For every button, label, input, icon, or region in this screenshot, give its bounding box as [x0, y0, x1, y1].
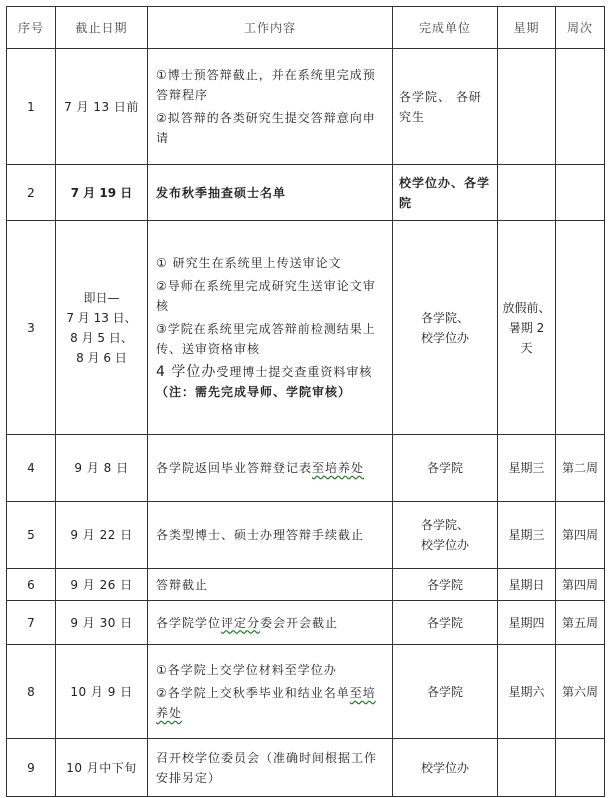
cell-no: 1 [7, 49, 56, 165]
table-row [7, 569, 605, 601]
cell-week [556, 739, 605, 797]
cell-unit: 校学位办 [393, 739, 498, 797]
cell-deadline: 9 月 22 日 [56, 502, 148, 569]
content-item-lead: 4 学位办 [156, 364, 217, 380]
cell-week [556, 221, 605, 435]
cell-deadline: 9 月 26 日 [56, 569, 148, 601]
cell-content [148, 569, 393, 601]
cell-no: 4 [7, 435, 56, 502]
cell-week [556, 49, 605, 165]
cell-deadline: 9 月 30 日 [56, 601, 148, 645]
cell-deadline: 10 月 9 日 [56, 645, 148, 739]
cell-deadline: 7 月 13 日前 [56, 49, 148, 165]
deadline-line: 7 月 13 日、 [66, 310, 137, 325]
cell-deadline: 9 月 8 日 [56, 435, 148, 502]
content-item: 各类型博士、硕士办理答辩手续截止 [156, 528, 365, 542]
unit-line: 校学位办 [420, 330, 469, 345]
content-item-flagged: 至培养处 [156, 686, 376, 720]
cell-content [148, 435, 393, 502]
header-content: 工作内容 [148, 7, 393, 49]
content-item: ①各学院上交学位材料至学位办 [156, 663, 337, 677]
cell-content [148, 601, 393, 645]
table-row [7, 165, 605, 221]
table-row [7, 601, 605, 645]
content-item-flagged: 评定分 [221, 615, 261, 630]
header-week: 周次 [556, 7, 605, 49]
content-item-text: 受理博士提交查重资料审核 [216, 365, 373, 379]
content-item [156, 683, 386, 723]
cell-no: 8 [7, 645, 56, 739]
cell-unit [393, 221, 498, 435]
cell-weekday: 星期三 [498, 435, 556, 502]
content-item: 发布秋季抽查硕士名单 [156, 185, 287, 200]
header-weekday: 星期 [498, 7, 556, 49]
content-item-text: ②各学院上交秋季毕业和结业名单 [156, 686, 350, 700]
table-row [7, 502, 605, 569]
cell-content [148, 221, 393, 435]
table-row [7, 49, 605, 165]
content-item-text: 各学院返回毕业答辩登记表 [156, 461, 313, 475]
cell-weekday: 星期日 [498, 569, 556, 601]
cell-weekday: 星期六 [498, 645, 556, 739]
cell-weekday [498, 49, 556, 165]
cell-week: 第六周 [556, 645, 605, 739]
cell-unit [393, 502, 498, 569]
header-deadline: 截止日期 [56, 7, 148, 49]
cell-no: 5 [7, 502, 56, 569]
cell-content [148, 739, 393, 797]
cell-week: 第五周 [556, 601, 605, 645]
cell-deadline: 7 月 19 日 [56, 165, 148, 221]
deadline-line: 即日— [83, 290, 120, 305]
cell-unit: 各学院 [393, 435, 498, 502]
content-item [156, 362, 386, 402]
unit-line: 校学位办 [420, 538, 469, 552]
content-item-note: （注：需先完成导师、学院审核） [156, 385, 352, 399]
unit-line: 各学院、 [420, 310, 469, 325]
cell-weekday [498, 165, 556, 221]
cell-weekday: 星期四 [498, 601, 556, 645]
cell-no: 6 [7, 569, 56, 601]
table-row [7, 221, 605, 435]
cell-no: 2 [7, 165, 56, 221]
cell-weekday [498, 739, 556, 797]
cell-no: 9 [7, 739, 56, 797]
cell-deadline: 10 月中下旬 [56, 739, 148, 797]
header-no: 序号 [7, 7, 56, 49]
deadline-line: 8 月 6 日 [76, 350, 127, 365]
cell-content [148, 645, 393, 739]
content-item: ②拟答辩的各类研究生提交答辩意向申请 [156, 111, 376, 145]
header-unit: 完成单位 [393, 7, 498, 49]
content-item-text: 各学院学位 [156, 615, 222, 630]
cell-unit: 各学院 [393, 601, 498, 645]
table-row [7, 435, 605, 502]
content-item: ① 研究生在系统里上传送审论文 [156, 256, 342, 270]
cell-unit: 各学院、 各研究生 [393, 49, 498, 165]
unit-line: 各学院、 [420, 518, 469, 532]
content-item-text: 委会开会截止 [260, 615, 339, 630]
cell-no: 3 [7, 221, 56, 435]
content-item [156, 613, 386, 633]
cell-week: 第四周 [556, 569, 605, 601]
cell-unit: 校学位办、各学院 [393, 165, 498, 221]
content-item: 召开校学位委员会（准确时间根据工作安排另定） [156, 750, 378, 785]
cell-content [148, 502, 393, 569]
table-row [7, 645, 605, 739]
schedule-table [6, 6, 605, 797]
cell-unit: 各学院 [393, 645, 498, 739]
table-row [7, 739, 605, 797]
cell-week [556, 165, 605, 221]
content-item-flagged: 至培养处 [312, 461, 365, 475]
cell-deadline [56, 221, 148, 435]
deadline-line: 8 月 5 日、 [70, 330, 133, 345]
cell-content [148, 49, 393, 165]
content-item: 答辩截止 [156, 577, 209, 592]
cell-weekday: 星期三 [498, 502, 556, 569]
cell-week: 第二周 [556, 435, 605, 502]
content-item: ③学院在系统里完成答辩前检测结果上传、送审资格审核 [156, 322, 376, 356]
cell-week: 第四周 [556, 502, 605, 569]
cell-content [148, 165, 393, 221]
content-item: ②导师在系统里完成研究生送审论文审核 [156, 279, 376, 313]
content-item [156, 458, 386, 478]
cell-unit: 各学院 [393, 569, 498, 601]
cell-no: 7 [7, 601, 56, 645]
cell-weekday: 放假前、暑期 2 天 [498, 221, 556, 435]
content-item: ①博士预答辩截止，并在系统里完成预答辩程序 [156, 68, 376, 102]
header-row [7, 7, 605, 49]
